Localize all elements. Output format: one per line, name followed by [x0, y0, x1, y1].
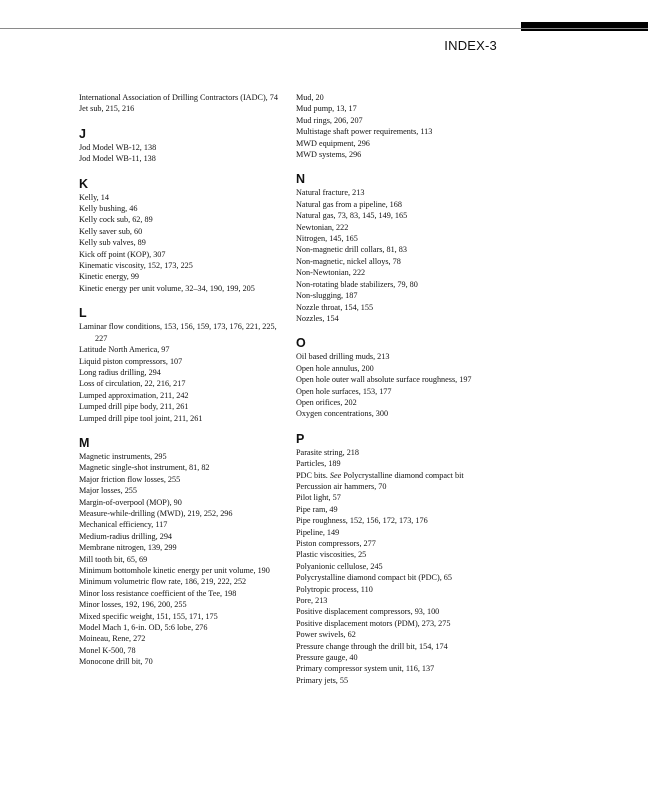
section-letter: L — [79, 306, 87, 321]
index-entry: Kelly saver sub, 60 — [79, 226, 143, 236]
index-entry: Natural gas from a pipeline, 168 — [296, 199, 402, 209]
index-entry: Open hole outer wall absolute surface roughness, 197 — [296, 375, 472, 385]
index-entry: Nozzle throat, 154, 155 — [296, 302, 374, 312]
index-section — [296, 336, 506, 419]
index-entry: PDC bits. See Polycrystalline diamond compact bit — [296, 470, 464, 480]
index-entry: Model Mach 1, 6-in. OD, 5:6 lobe, 276 — [79, 623, 208, 633]
index-entry: Mechanical efficiency, 117 — [79, 520, 168, 530]
index-entry: Major losses, 255 — [79, 486, 137, 496]
index-entry: Non-magnetic drill collars, 81, 83 — [296, 245, 407, 255]
index-entry: Pipe ram, 49 — [296, 504, 338, 514]
index-section — [296, 92, 506, 160]
index-entry: Pipe roughness, 152, 156, 172, 173, 176 — [296, 516, 428, 526]
index-section — [79, 127, 285, 165]
section-letter: N — [296, 172, 306, 187]
index-section — [296, 172, 506, 324]
index-entry: Mud, 20 — [296, 93, 324, 102]
index-entry: Lumped approximation, 211, 242 — [79, 390, 189, 400]
index-entry: Magnetic single-shot instrument, 81, 82 — [79, 463, 210, 473]
index-entry: Kick off point (KOP), 307 — [79, 249, 166, 259]
index-entry: Magnetic instruments, 295 — [79, 451, 167, 461]
index-column-right — [296, 92, 506, 686]
index-entry: Measure-while-drilling (MWD), 219, 252, 296 — [79, 508, 233, 518]
index-entry: Membrane nitrogen, 139, 299 — [79, 543, 177, 553]
index-entry: Jod Model WB-11, 138 — [79, 154, 156, 164]
index-entry: Kinetic energy per unit volume, 32–34, 190, 199, 205 — [79, 283, 255, 293]
index-entry: Positive displacement compressors, 93, 100 — [296, 607, 440, 617]
section-letter: O — [296, 336, 306, 351]
index-entry: Jod Model WB-12, 138 — [79, 142, 157, 152]
index-entry: Monel K-500, 78 — [79, 645, 136, 655]
index-entry: Margin-of-overpool (MOP), 90 — [79, 497, 182, 507]
index-entry: Lumped drill pipe tool joint, 211, 261 — [79, 413, 203, 423]
index-entry: Kelly cock sub, 62, 89 — [79, 215, 153, 225]
index-entry: Primary compressor system unit, 116, 137 — [296, 664, 435, 674]
index-entry: Particles, 189 — [296, 459, 341, 469]
index-entry: Latitude North America, 97 — [79, 345, 170, 355]
index-section — [79, 177, 285, 295]
index-entry: Liquid piston compressors, 107 — [79, 356, 183, 366]
index-entry: Oil based drilling muds, 213 — [296, 352, 390, 362]
header-rule — [0, 28, 648, 29]
index-entry: Kelly sub valves, 89 — [79, 238, 146, 248]
index-entry: Plastic viscosities, 25 — [296, 550, 367, 560]
page-label: INDEX-3 — [444, 38, 497, 53]
section-letter: M — [79, 435, 90, 450]
index-entry: Piston compressors, 277 — [296, 539, 376, 548]
index-entry: International Association of Drilling Contractors (IADC), 74 — [79, 93, 278, 102]
index-entry: Non-rotating blade stabilizers, 79, 80 — [296, 279, 418, 289]
index-entry: Pressure change through the drill bit, 154, 174 — [296, 641, 448, 651]
index-section — [79, 306, 285, 424]
index-entry: Kinetic energy, 99 — [79, 272, 140, 282]
index-entry: Long radius drilling, 294 — [79, 367, 161, 377]
section-letter: J — [79, 126, 86, 141]
index-entry: Minimum bottomhole kinetic energy per unit volume, 190 — [79, 566, 270, 575]
index-entry: Polytropic process, 110 — [296, 584, 373, 594]
index-entry: Nozzles, 154 — [296, 313, 339, 323]
index-entry: MWD equipment, 296 — [296, 138, 370, 148]
index-entry: Nitrogen, 145, 165 — [296, 234, 358, 244]
index-entry: Kelly bushing, 46 — [79, 204, 138, 214]
index-entry: Mixed specific weight, 151, 155, 171, 175 — [79, 611, 218, 621]
index-entry: Percussion air hammers, 70 — [296, 481, 387, 491]
header-accent-bar — [521, 22, 648, 31]
index-section — [79, 436, 285, 668]
index-entry: Kinematic viscosity, 152, 173, 225 — [79, 261, 193, 271]
section-letter: K — [79, 176, 89, 191]
index-entry: Laminar flow conditions, 153, 156, 159, 173, 176, 221, 225, 227 — [79, 322, 277, 343]
index-entry: Pilot light, 57 — [296, 493, 341, 503]
index-entry: Newtonian, 222 — [296, 222, 349, 232]
index-entry: Pipeline, 149 — [296, 527, 340, 537]
index-entry: Pore, 213 — [296, 596, 328, 606]
index-entry: Lumped drill pipe body, 211, 261 — [79, 402, 189, 412]
index-entry: Jet sub, 215, 216 — [79, 104, 135, 114]
index-entry: Mud rings, 206, 207 — [296, 115, 363, 125]
index-entry: Polycrystalline diamond compact bit (PDC), 65 — [296, 573, 452, 583]
index-entry: MWD systems, 296 — [296, 150, 362, 160]
index-entry: Polyanionic cellulose, 245 — [296, 561, 383, 571]
index-entry: Major friction flow losses, 255 — [79, 474, 181, 484]
index-entry: Moineau, Rene, 272 — [79, 634, 146, 644]
index-entry: Non-magnetic, nickel alloys, 78 — [296, 256, 401, 266]
section-letter: P — [296, 431, 305, 446]
index-entry: Minimum volumetric flow rate, 186, 219, 222, 252 — [79, 577, 247, 587]
index-entry: Oxygen concentrations, 300 — [296, 409, 389, 419]
index-entry: Primary jets, 55 — [296, 675, 349, 685]
index-entry: Mud pump, 13, 17 — [296, 104, 357, 114]
index-entry: Mill tooth bit, 65, 69 — [79, 554, 148, 564]
index-entry: Positive displacement motors (PDM), 273, 275 — [296, 618, 451, 628]
index-column-left — [79, 92, 285, 668]
index-entry: Non-Newtonian, 222 — [296, 268, 366, 278]
index-entry: Open hole annulus, 200 — [296, 363, 374, 373]
index-entry: Open orifices, 202 — [296, 397, 357, 407]
index-entry: Parasite string, 218 — [296, 447, 359, 457]
index-entry: Kelly, 14 — [79, 192, 109, 202]
index-entry: Pressure gauge, 40 — [296, 653, 358, 663]
index-entry: Loss of circulation, 22, 216, 217 — [79, 379, 186, 389]
index-entry: Power swivels, 62 — [296, 630, 356, 640]
index-entry: Natural gas, 73, 83, 145, 149, 165 — [296, 211, 408, 221]
index-entry: Natural fracture, 213 — [296, 188, 365, 198]
index-entry: Minor loss resistance coefficient of the Tee, 198 — [79, 588, 237, 598]
index-entry: Minor losses, 192, 196, 200, 255 — [79, 600, 187, 610]
index-entry: Medium-radius drilling, 294 — [79, 531, 173, 541]
index-section — [79, 92, 285, 115]
index-entry: Monocone drill bit, 70 — [79, 657, 153, 667]
index-section — [296, 432, 506, 687]
index-entry: Multistage shaft power requirements, 113 — [296, 127, 433, 137]
index-entry: Open hole surfaces, 153, 177 — [296, 386, 392, 396]
index-entry: Non-slugging, 187 — [296, 291, 358, 301]
